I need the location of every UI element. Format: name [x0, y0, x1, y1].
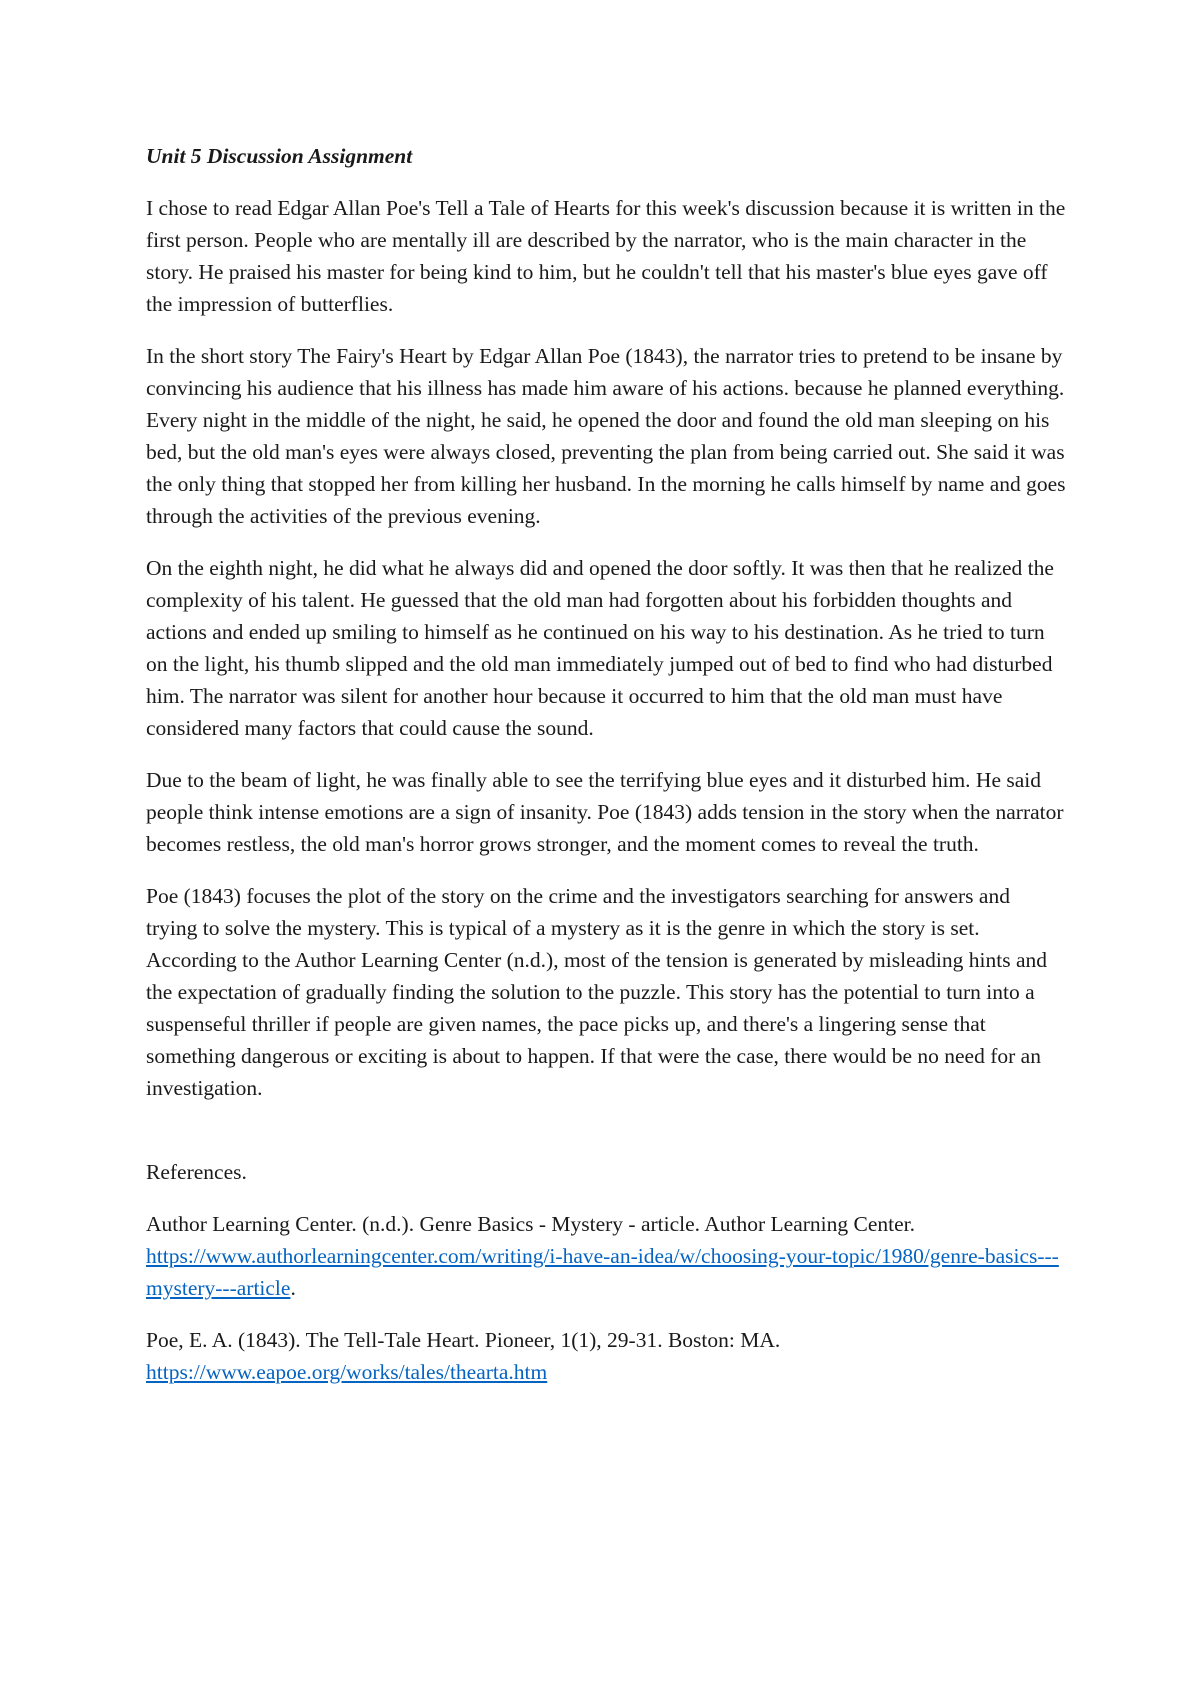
paragraph-3: On the eighth night, he did what he always did and opened the door softly. It was then that he realized the complexity of his talent. He guessed that the old man had forgotten about his forbidden thoughts and actions and ended up smiling to himself as he continued on his way to his destination. As he tried to turn on the light, his thumb slipped and the old man immediately jumped out of bed to find who had disturbed him. The narrator was silent for another hour because it occurred to him that the old man must have considered many factors that could cause the sound.: [146, 556, 1054, 740]
paragraph-1: I chose to read Edgar Allan Poe's Tell a Tale of Hearts for this week's discussion because it is written in the first person. People who are mentally ill are described by the narrator, who is the main character in the story. He praised his master for being kind to him, but he couldn't tell that his master's blue eyes gave off the impression of butterflies.: [146, 196, 1066, 316]
blank-line: [146, 1124, 1066, 1156]
reference-link[interactable]: https://www.eapoe.org/works/tales/thearta.htm: [146, 1360, 548, 1384]
paragraph-4: Due to the beam of light, he was finally able to see the terrifying blue eyes and it disturbed him. He said people think intense emotions are a sign of insanity. Poe (1843) adds tension in the story when the narrator becomes restless, the old man's horror grows stronger, and the moment comes to reveal the truth.: [146, 768, 1064, 856]
reference-entry-2: [146, 1324, 1066, 1388]
reference-entry-1: [146, 1208, 1066, 1304]
reference-text: Poe, E. A. (1843). The Tell-Tale Heart. Pioneer, 1(1), 29-31. Boston: MA.: [146, 1328, 781, 1352]
document-page: [146, 140, 1066, 1408]
document-title: Unit 5 Discussion Assignment: [146, 144, 413, 168]
reference-text: Author Learning Center. (n.d.). Genre Basics - Mystery - article. Author Learning Center.: [146, 1212, 915, 1236]
reference-trailing: .: [290, 1276, 296, 1300]
references-heading: References.: [146, 1160, 247, 1184]
paragraph-5: Poe (1843) focuses the plot of the story on the crime and the investigators searching for answers and trying to solve the mystery. This is typical of a mystery as it is the genre in which the story is set. According to the Author Learning Center (n.d.), most of the tension is generated by misleading hints and the expectation of gradually finding the solution to the puzzle. This story has the potential to turn into a suspenseful thriller if people are given names, the pace picks up, and there's a lingering sense that something dangerous or exciting is about to happen. If that were the case, there would be no need for an investigation.: [146, 884, 1048, 1100]
reference-link[interactable]: https://www.authorlearningcenter.com/writing/i-have-an-idea/w/choosing-your-topic/1980/genre-basics---mystery---article: [146, 1244, 1059, 1300]
paragraph-2: In the short story The Fairy's Heart by Edgar Allan Poe (1843), the narrator tries to pretend to be insane by convincing his audience that his illness has made him aware of his actions. because he planned everything. Every night in the middle of the night, he said, he opened the door and found the old man sleeping on his bed, but the old man's eyes were always closed, preventing the plan from being carried out. She said it was the only thing that stopped her from killing her husband. In the morning he calls himself by name and goes through the activities of the previous evening.: [146, 344, 1066, 528]
